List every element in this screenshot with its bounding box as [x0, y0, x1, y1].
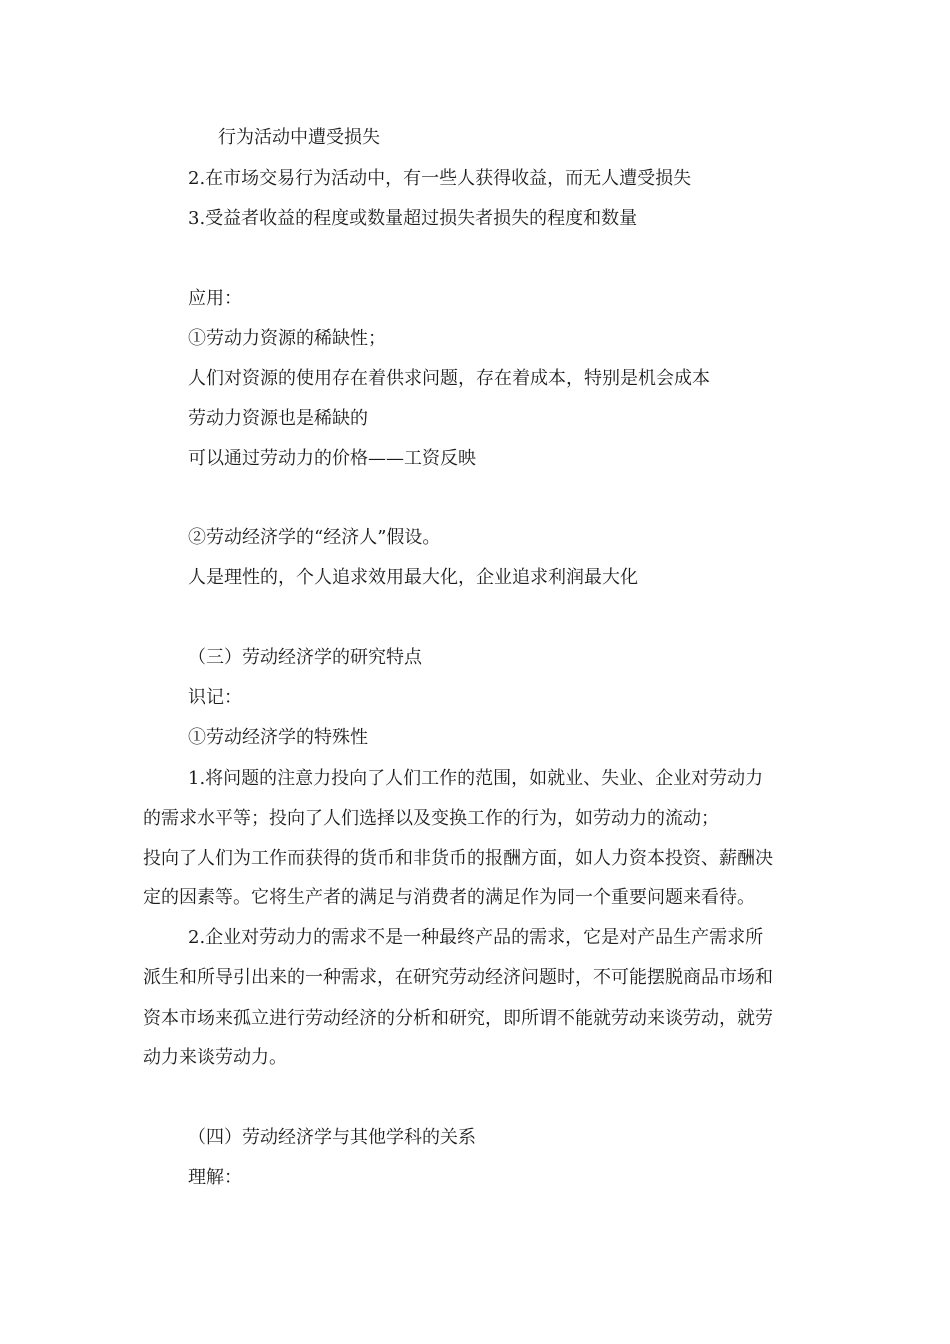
text-line: 资本市场来孤立进行劳动经济的分析和研究，即所谓不能就劳动来谈劳动，就劳	[143, 1008, 773, 1029]
text-line: 动力来谈劳动力。	[143, 1047, 287, 1068]
text-line: 可以通过劳动力的价格——工资反映	[188, 448, 476, 469]
text-line: 劳动力资源也是稀缺的	[188, 408, 368, 429]
text-line: 2.在市场交易行为活动中，有一些人获得收益，而无人遭受损失	[188, 168, 692, 189]
text-line: 1.将问题的注意力投向了人们工作的范围，如就业、失业、企业对劳动力	[188, 768, 764, 789]
text-line: 的需求水平等；投向了人们选择以及变换工作的行为，如劳动力的流动；	[143, 808, 719, 829]
text-line: 派生和所导引出来的一种需求，在研究劳动经济问题时，不可能摆脱商品市场和	[143, 967, 773, 988]
text-line: 理解：	[188, 1167, 242, 1188]
text-line: ①劳动力资源的稀缺性；	[188, 328, 386, 349]
text-line: 人们对资源的使用存在着供求问题，存在着成本，特别是机会成本	[188, 368, 710, 389]
text-line: 人是理性的，个人追求效用最大化，企业追求利润最大化	[188, 567, 638, 588]
text-line: 识记：	[188, 687, 242, 708]
text-line: 行为活动中遭受损失	[218, 127, 380, 148]
text-line: 定的因素等。它将生产者的满足与消费者的满足作为同一个重要问题来看待。	[143, 887, 755, 908]
section-heading: （三）劳动经济学的研究特点	[188, 647, 422, 668]
text-line: ①劳动经济学的特殊性	[188, 727, 368, 748]
section-heading: （四）劳动经济学与其他学科的关系	[188, 1127, 476, 1148]
text-line: 3.受益者收益的程度或数量超过损失者损失的程度和数量	[188, 208, 638, 229]
text-line: ②劳动经济学的“经济人”假设。	[188, 527, 441, 548]
text-line: 投向了人们为工作而获得的货币和非货币的报酬方面，如人力资本投资、薪酬决	[143, 848, 773, 869]
text-line: 2.企业对劳动力的需求不是一种最终产品的需求，它是对产品生产需求所	[188, 927, 764, 948]
text-line: 应用：	[188, 288, 242, 309]
